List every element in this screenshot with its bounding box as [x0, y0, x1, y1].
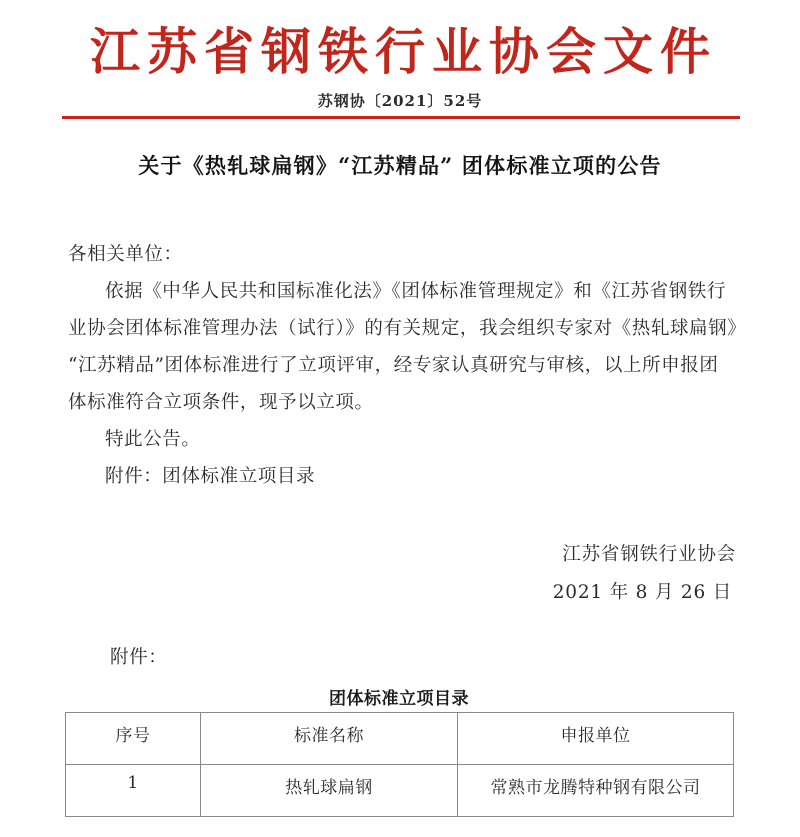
signing-date: 2021 年 8 月 26 日 — [552, 582, 732, 603]
attachment-reference: 附件：团体标准立项目录 — [105, 466, 316, 487]
table-header-cell-applicant-unit: 申报单位 — [458, 713, 734, 765]
table-cell-sequence: 1 — [66, 765, 201, 817]
body-paragraph-line: “江苏精品”团体标准进行了立项评审，经专家认真研究与审核，以上所申报团 — [68, 355, 719, 376]
signature-block — [0, 536, 736, 612]
table-header-cell-standard-name: 标准名称 — [201, 713, 458, 765]
red-divider-rule — [62, 116, 740, 119]
salutation: 各相关单位： — [68, 244, 183, 265]
signing-organization: 江苏省钢铁行业协会 — [562, 544, 736, 565]
table-cell-standard-name: 热轧球扁钢 — [201, 765, 458, 817]
table-row — [66, 765, 734, 817]
document-number: 苏钢协〔2021〕52号 — [317, 92, 483, 110]
notice-declaration: 特此公告。 — [105, 429, 201, 450]
attachment-label: 附件： — [110, 647, 168, 668]
table-header-cell-sequence: 序号 — [66, 713, 201, 765]
body-paragraph-line: 依据《中华人民共和国标准化法》《团体标准管理规定》和《江苏省钢铁行 — [105, 281, 727, 302]
standard-project-table — [65, 712, 734, 817]
table-cell-applicant-unit: 常熟市龙腾特种钢有限公司 — [458, 765, 734, 817]
body-paragraph-line: 业协会团体标准管理办法（试行）》的有关规定，我会组织专家对《热轧球扁钢》 — [68, 318, 747, 339]
attachment-table-title: 团体标准立项目录 — [329, 689, 469, 709]
masthead — [0, 22, 800, 111]
document-body — [68, 236, 747, 495]
body-paragraph-line: 体标准符合立项条件，现予以立项。 — [68, 392, 374, 413]
document-title: 关于《热轧球扁钢》“江苏精品” 团体标准立项的公告 — [138, 153, 662, 178]
table-header-row — [66, 713, 734, 765]
masthead-title: 江苏省钢铁行业协会文件 — [90, 22, 717, 81]
